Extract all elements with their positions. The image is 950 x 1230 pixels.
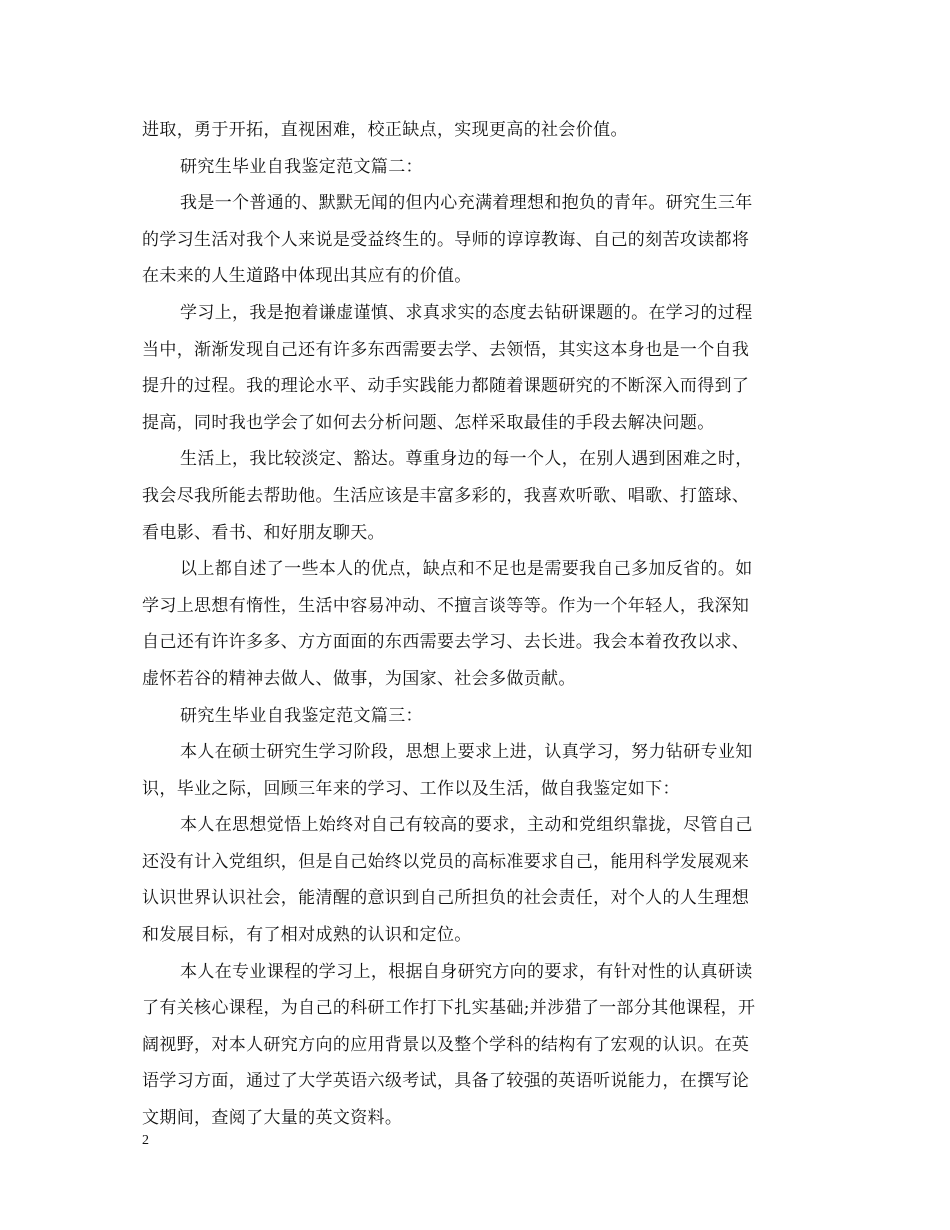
document-body (142, 112, 810, 1137)
text-line: 自己还有许许多多、方方面面的东西需要去学习、去长进。我会本着孜孜以求、 (142, 632, 750, 653)
text-line: 提升的过程。我的理论水平、动手实践能力都随着课题研究的不断深入而得到了 (142, 376, 750, 397)
text-line: 研究生毕业自我鉴定范文篇二： (180, 156, 423, 177)
text-line: 虚怀若谷的精神去做人、做事，为国家、社会多做贡献。 (142, 668, 576, 689)
text-line: 识，毕业之际，回顾三年来的学习、工作以及生活，做自我鉴定如下： (142, 778, 680, 799)
page-number: 2 (142, 1133, 149, 1148)
text-line: 以上都自述了一些本人的优点，缺点和不足也是需要我自己多加反省的。如 (180, 559, 753, 580)
text-line: 学习上，我是抱着谦虚谨慎、求真求实的态度去钻研课题的。在学习的过程 (180, 302, 753, 323)
text-line: 本人在硕士研究生学习阶段，思想上要求上进，认真学习，努力钻研专业知 (180, 742, 753, 763)
text-line: 提高，同时我也学会了如何去分析问题、怎样采取最佳的手段去解决问题。 (142, 412, 715, 433)
text-line: 看电影、看书、和好朋友聊天。 (142, 522, 385, 543)
text-line: 生活上，我比较淡定、豁达。尊重身边的每一个人，在别人遇到困难之时， (180, 449, 753, 470)
text-line: 学习上思想有惰性，生活中容易冲动、不擅言谈等等。作为一个年轻人，我深知 (142, 595, 750, 616)
text-line: 进取，勇于开拓，直视困难，校正缺点，实现更高的社会价值。 (142, 120, 628, 140)
text-line: 本人在专业课程的学习上，根据自身研究方向的要求，有针对性的认真研读 (180, 961, 753, 982)
text-line: 了有关核心课程，为自己的科研工作打下扎实基础;并涉猎了一部分其他课程，开 (142, 998, 756, 1019)
text-line: 和发展目标，有了相对成熟的认识和定位。 (142, 925, 472, 946)
text-line: 语学习方面，通过了大学英语六级考试，具备了较强的英语听说能力，在撰写论 (142, 1071, 750, 1092)
text-line: 我会尽我所能去帮助他。生活应该是丰富多彩的，我喜欢听歌、唱歌、打篮球、 (142, 485, 750, 506)
text-line: 研究生毕业自我鉴定范文篇三： (180, 705, 423, 726)
text-line: 的学习生活对我个人来说是受益终生的。导师的谆谆教诲、自己的刻苦攻读都将 (142, 229, 750, 250)
text-line: 当中，渐渐发现自己还有许多东西需要去学、去领悟，其实这本身也是一个自我 (142, 339, 750, 360)
text-line: 在未来的人生道路中体现出其应有的价值。 (142, 266, 472, 287)
text-line: 阔视野，对本人研究方向的应用背景以及整个学科的结构有了宏观的认识。在英 (142, 1034, 750, 1055)
text-line: 我是一个普通的、默默无闻的但内心充满着理想和抱负的青年。研究生三年 (180, 193, 753, 214)
text-line: 还没有计入党组织，但是自己始终以党员的高标准要求自己，能用科学发展观来 (142, 851, 750, 872)
text-line: 本人在思想觉悟上始终对自己有较高的要求，主动和党组织靠拢，尽管自己 (180, 815, 753, 836)
text-line: 认识世界认识社会，能清醒的意识到自己所担负的社会责任，对个人的人生理想 (142, 888, 750, 909)
text-line: 文期间，查阅了大量的英文资料。 (142, 1108, 403, 1129)
